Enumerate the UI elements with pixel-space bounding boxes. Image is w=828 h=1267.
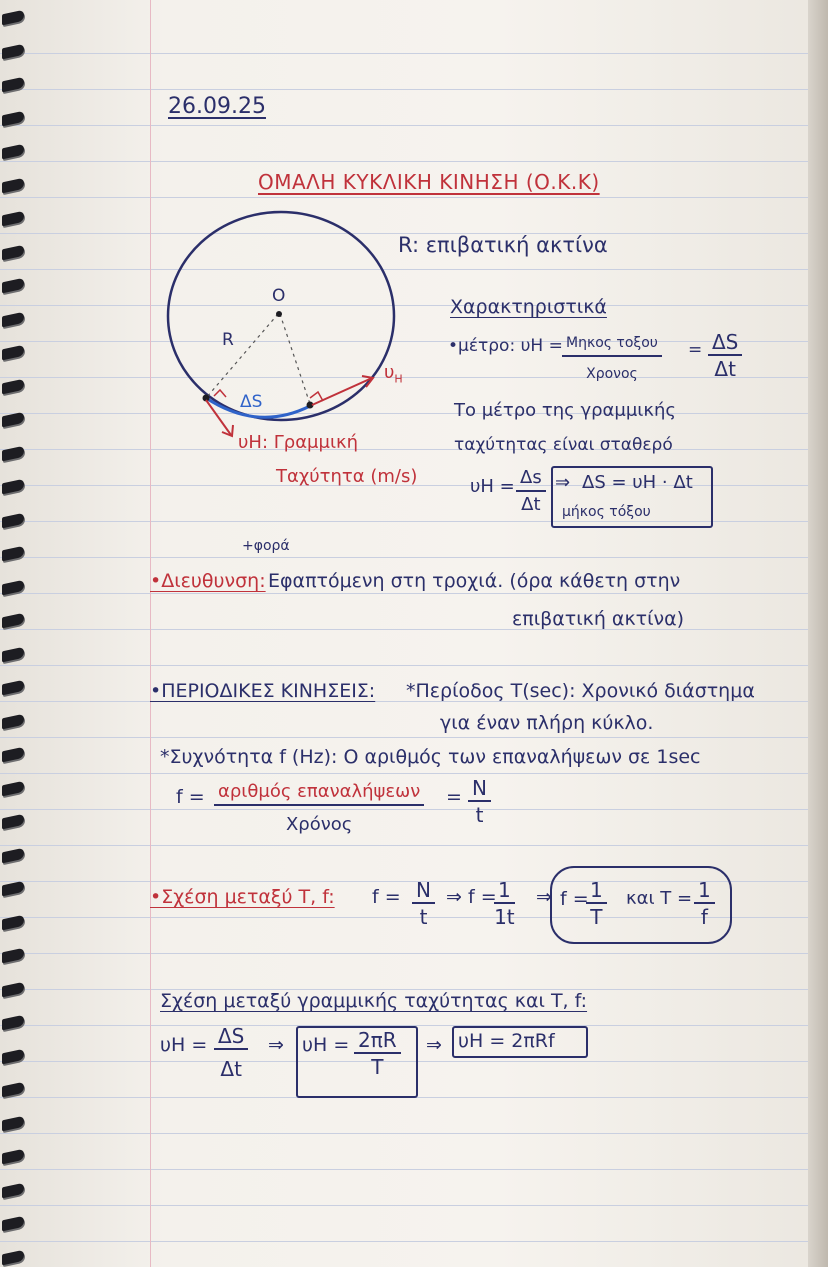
tangent-arrow-top	[312, 378, 372, 405]
linear-arrow-2: ⇒	[426, 1034, 442, 1056]
linear-arrow: ⇒	[268, 1034, 284, 1056]
direction-text-2: επιβατική ακτίνα)	[512, 608, 685, 630]
linear-final-formula: υH = 2πRf	[458, 1030, 555, 1052]
radius-line	[206, 314, 278, 398]
arrow-1: ⇒	[555, 472, 571, 493]
period-frequency-relation-label: •Σχέση μεταξύ T, f:	[150, 886, 335, 908]
linear-eq-fraction: $\frac{\Delta S}{\Delta t}$	[214, 1024, 248, 1082]
velocity-eq-fraction: $\frac{\Delta s}{\Delta t}$	[516, 466, 546, 518]
relation-fraction-2: $\frac{1}{1t}$	[494, 878, 515, 929]
frequency-eq-lhs: f =	[176, 786, 205, 808]
radius-line-2	[280, 314, 310, 404]
magnitude-label: •μέτρο: υH =	[448, 336, 563, 356]
right-angle-mark-2	[214, 390, 226, 397]
linear-velocity-relation-label: Σχέση μεταξύ γραμμικής ταχύτητας και T, f:	[160, 990, 588, 1012]
arc-length-formula: ΔS = υH · Δt	[582, 472, 693, 493]
center-point	[276, 311, 282, 317]
date: 26.09.25	[168, 94, 266, 119]
velocity-definition-2: Ταχύτητα (m/s)	[276, 466, 418, 487]
characteristics-title: Χαρακτηριστικά	[450, 296, 607, 318]
relation-eq-lhs: f =	[372, 886, 401, 908]
center-label: O	[272, 286, 286, 306]
magnitude-fraction: $\frac{\Delta S}{\Delta t}$	[708, 330, 742, 382]
frequency-eq-equals: =	[446, 786, 462, 808]
linear-eq-lhs: υH =	[160, 1034, 208, 1056]
period-definition-2: για έναν πλήρη κύκλο.	[440, 712, 654, 734]
linear-box-fraction: $\frac{2\pi R}{T}$	[354, 1028, 401, 1080]
relation-result-mid: και T =	[626, 888, 693, 909]
relation-result-lhs: f =	[560, 888, 589, 910]
period-definition: *Περίοδος T(sec): Χρονικό διάστημα	[406, 680, 755, 702]
frequency-eq-words: αριθμός επαναλήψεων Χρόνος	[214, 780, 424, 838]
relation-fraction-1: $\frac{N}{t}$	[412, 878, 435, 930]
right-angle-mark	[310, 392, 323, 401]
frequency-definition: *Συχνότητα f (Hz): Ο αριθμός των επαναλήψεων σε 1sec	[160, 746, 701, 768]
relation-arrow: ⇒ f =	[446, 886, 497, 908]
constant-note-1: Το μέτρο της γραμμικής	[454, 400, 676, 421]
velocity-definition: υH: Γραμμική	[238, 432, 359, 453]
magnitude-equals: =	[688, 340, 703, 360]
direction-note: +φορά	[242, 538, 290, 554]
constant-note-2: ταχύτητας είναι σταθερό	[454, 435, 673, 455]
relation-arrow-2: ⇒	[536, 886, 552, 908]
page-title: ΟΜΑΛΗ ΚΥΚΛΙΚΗ ΚΙΝΗΣΗ (Ο.Κ.Κ)	[258, 170, 600, 194]
periodic-motion-label: •ΠΕΡΙΟΔΙΚΕΣ ΚΙΝΗΣΕΙΣ:	[150, 680, 376, 702]
arc-label: ΔS	[240, 392, 263, 412]
magnitude-fraction-words: Μηκος τοξου Χρονος	[562, 331, 662, 387]
velocity-label-top: $\upsilon_H$	[384, 362, 403, 386]
radius-definition: R: επιβατική ακτίνα	[398, 233, 608, 257]
velocity-eq-lhs: υH =	[470, 476, 515, 497]
radius-label: R	[222, 330, 234, 350]
frequency-eq-fraction: $\frac{N}{t}$	[468, 776, 491, 828]
relation-result-t: $\frac{1}{f}$	[694, 878, 715, 930]
arc-length-note: μήκος τόξου	[562, 504, 651, 520]
relation-result-f: $\frac{1}{T}$	[586, 878, 607, 930]
linear-box-lhs: υH =	[302, 1034, 350, 1056]
direction-text: Εφαπτόμενη στη τροχιά. (όρα κάθετη στην	[268, 570, 681, 592]
direction-label: •Διευθυνση:	[150, 570, 266, 592]
